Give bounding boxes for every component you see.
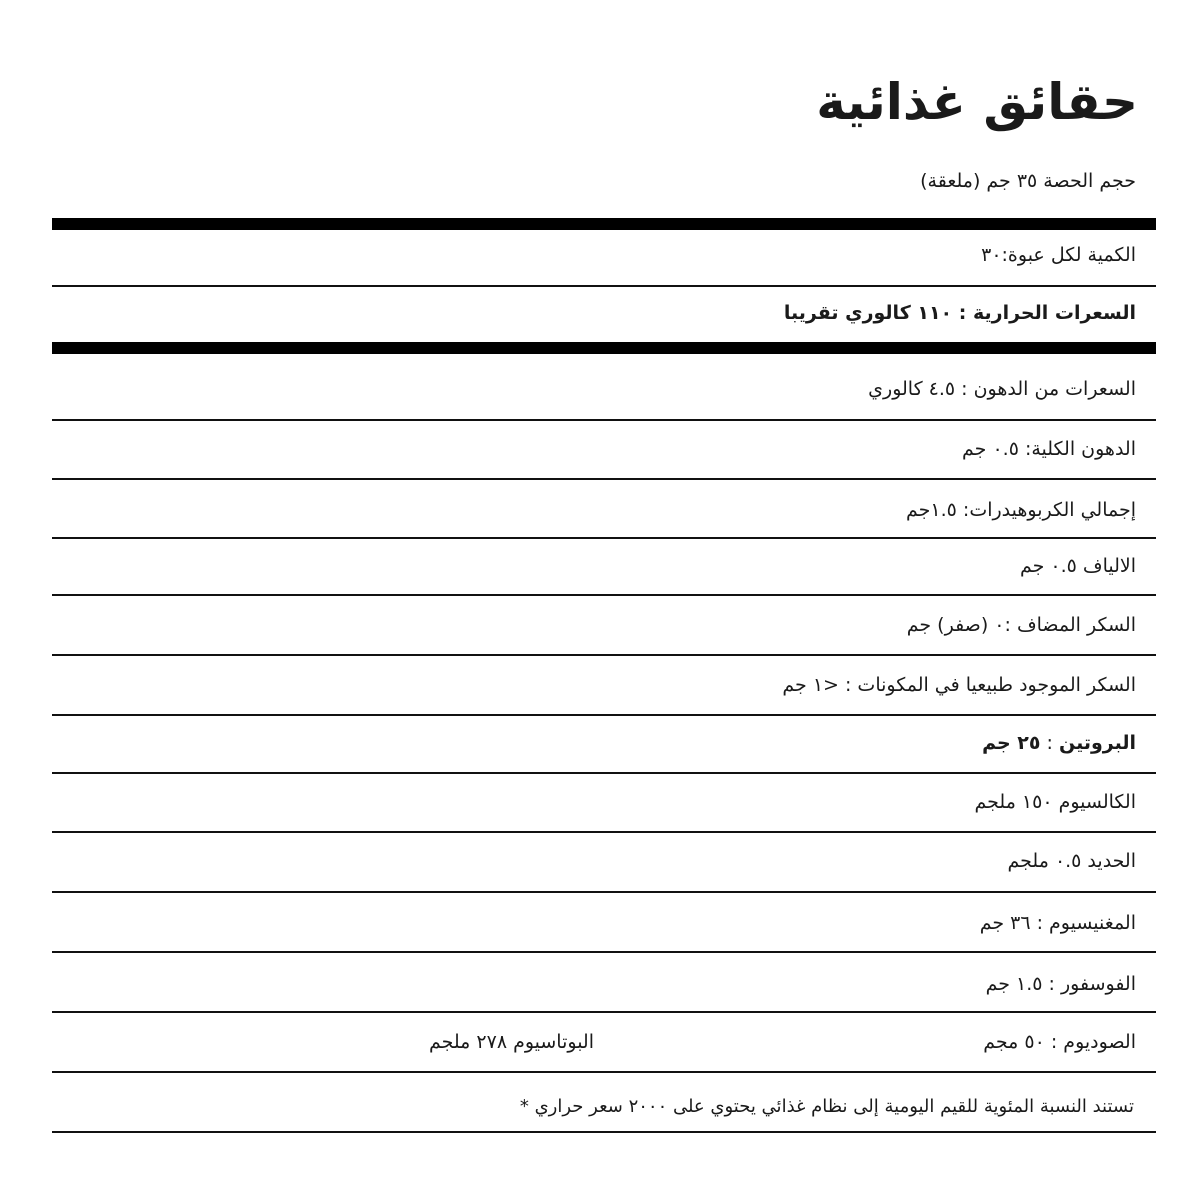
fiber-row: الالياف ٠.٥ جم (1019, 555, 1136, 577)
divider (52, 772, 1156, 774)
label-title: حقائق غذائية (816, 73, 1138, 131)
iron-row: الحديد ٠.٥ ملجم (1007, 850, 1136, 872)
divider (52, 951, 1156, 953)
added-sugar-row: السكر المضاف :٠ (صفر) جم (906, 614, 1136, 636)
daily-value-footnote: تستند النسبة المئوية للقيم اليومية إلى نظام غذائي يحتوي على ٢٠٠٠ سعر حراري * (519, 1096, 1134, 1117)
protein-name: البروتين (1058, 732, 1136, 754)
divider (52, 478, 1156, 480)
divider (52, 831, 1156, 833)
divider (52, 537, 1156, 539)
protein-row (982, 728, 1136, 758)
calories: السعرات الحرارية : ١١٠ كالوري تقريبا (783, 302, 1136, 324)
divider (52, 594, 1156, 596)
calcium-row: الكالسيوم ١٥٠ ملجم (974, 791, 1136, 813)
divider (52, 1131, 1156, 1133)
divider (52, 891, 1156, 893)
divider (52, 285, 1156, 287)
potassium-row: البوتاسيوم ٢٧٨ ملجم (428, 1031, 594, 1053)
divider (52, 714, 1156, 716)
servings-per-container: الكمية لكل عبوة:٣٠ (981, 244, 1136, 266)
fat-calories-row: السعرات من الدهون : ٤.٥ كالوري (868, 378, 1136, 400)
divider (52, 1071, 1156, 1073)
divider (52, 419, 1156, 421)
divider (52, 654, 1156, 656)
thick-divider-mid (52, 342, 1156, 354)
total-fat-row: الدهون الكلية: ٠.٥ جم (962, 438, 1136, 460)
magnesium-row: المغنيسيوم : ٣٦ جم (979, 912, 1136, 934)
phosphorus-row: الفوسفور : ١.٥ جم (985, 973, 1136, 995)
protein-value: ٢٥ جم (982, 732, 1041, 754)
total-carbohydrates-row: إجمالي الكربوهيدرات: ١.٥جم (906, 499, 1136, 521)
natural-sugar-row: السكر الموجود طبيعيا في المكونات : <١ جم (782, 674, 1136, 696)
sodium-row: الصوديوم : ٥٠ مجم (983, 1031, 1136, 1053)
divider (52, 1011, 1156, 1013)
serving-size: حجم الحصة ٣٥ جم (ملعقة) (920, 170, 1136, 192)
thick-divider-top (52, 218, 1156, 230)
protein-separator: : (1040, 732, 1059, 754)
